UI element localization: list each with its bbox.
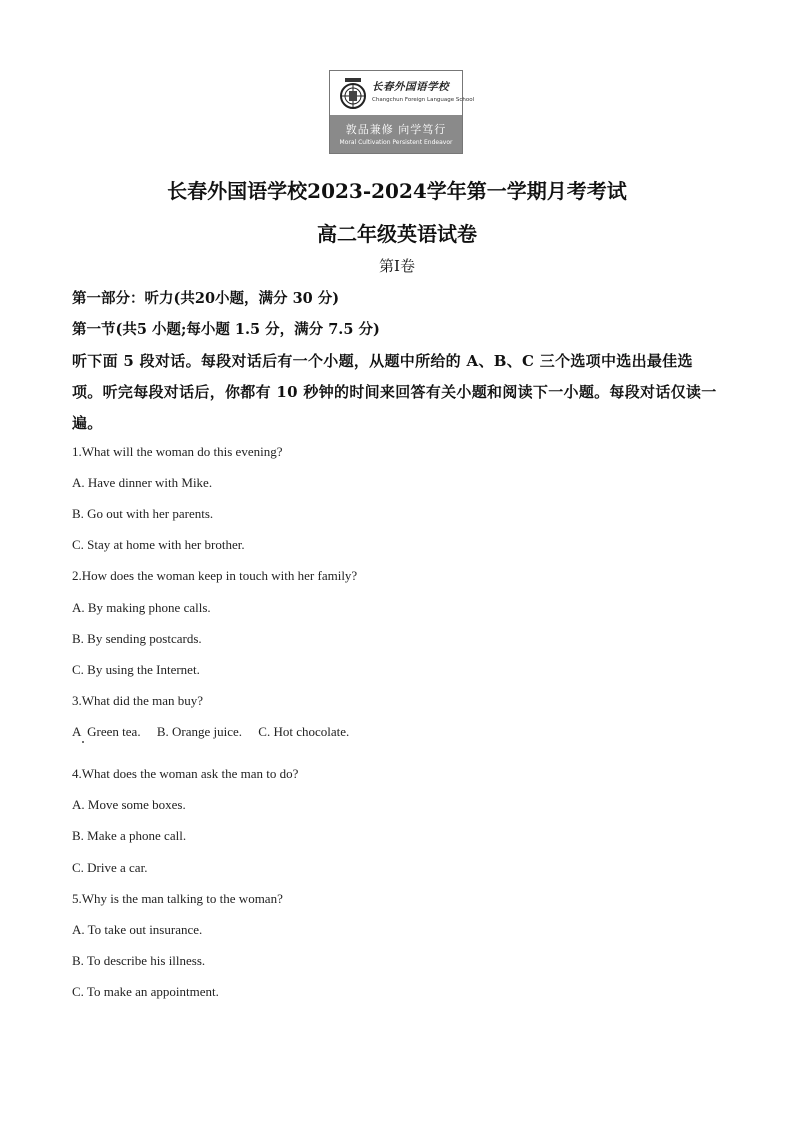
stray-mark <box>82 741 84 743</box>
question-stem: 4.What does the woman ask the man to do? <box>72 766 299 781</box>
question-stem: 1.What will the woman do this evening? <box>72 444 283 459</box>
question-option: C. To make an appointment. <box>72 984 219 999</box>
question-options-inline: A Green tea. B. Orange juice. C. Hot chocolate. <box>72 724 350 739</box>
logo-top-panel <box>330 71 475 115</box>
question-stem: 5.Why is the man talking to the woman? <box>72 891 283 906</box>
logo-motto-cn: 敦品兼修 向学笃行 <box>345 123 447 136</box>
question-option: A. To take out insurance. <box>72 922 203 937</box>
exam-subtitle: 高二年级英语试卷 <box>317 222 477 246</box>
logo-motto-panel <box>330 115 462 153</box>
question-stem: 2.How does the woman keep in touch with her family? <box>72 568 358 583</box>
question-option: A. Move some boxes. <box>72 797 186 812</box>
question-option: B. Make a phone call. <box>72 828 187 843</box>
logo-motto-en: Moral Cultivation Persistent Endeavor <box>339 139 453 146</box>
logo-school-name-cn: 长春外国语学校 <box>372 81 449 93</box>
question-stem: 3.What did the man buy? <box>72 693 204 708</box>
question-option: A. By making phone calls. <box>72 600 211 615</box>
section-instructions: 听下面 5 段对话。每段对话后有一个小题，从题中所给的 A、B、C 三个选项中选出最佳选项。听完每段对话后，你都有 10 秒钟的时间来回答有关小题和阅读下一小题。每段对话仅读一遍。 <box>72 352 717 432</box>
question-option: B. By sending postcards. <box>72 631 202 646</box>
exam-title: 长春外国语学校2023-2024学年第一学期月考考试 <box>167 179 627 203</box>
school-emblem-icon <box>336 76 370 110</box>
question-option: C. Drive a car. <box>72 860 148 875</box>
question-option: B. To describe his illness. <box>72 953 206 968</box>
section-heading: 第一节(共5 小题;每小题 1.5 分，满分 7.5 分) <box>72 321 380 338</box>
question-option: A. Have dinner with Mike. <box>72 475 213 490</box>
question-option: C. Stay at home with her brother. <box>72 537 245 552</box>
question-option: C. By using the Internet. <box>72 662 200 677</box>
part-heading: 第一部分：听力(共20小题，满分 30 分) <box>72 290 340 307</box>
question-option: B. Go out with her parents. <box>72 506 214 521</box>
school-logo <box>329 70 475 154</box>
logo-school-name-en: Changchun Foreign Language School <box>372 97 475 103</box>
volume-label: 第Ⅰ卷 <box>379 257 415 275</box>
